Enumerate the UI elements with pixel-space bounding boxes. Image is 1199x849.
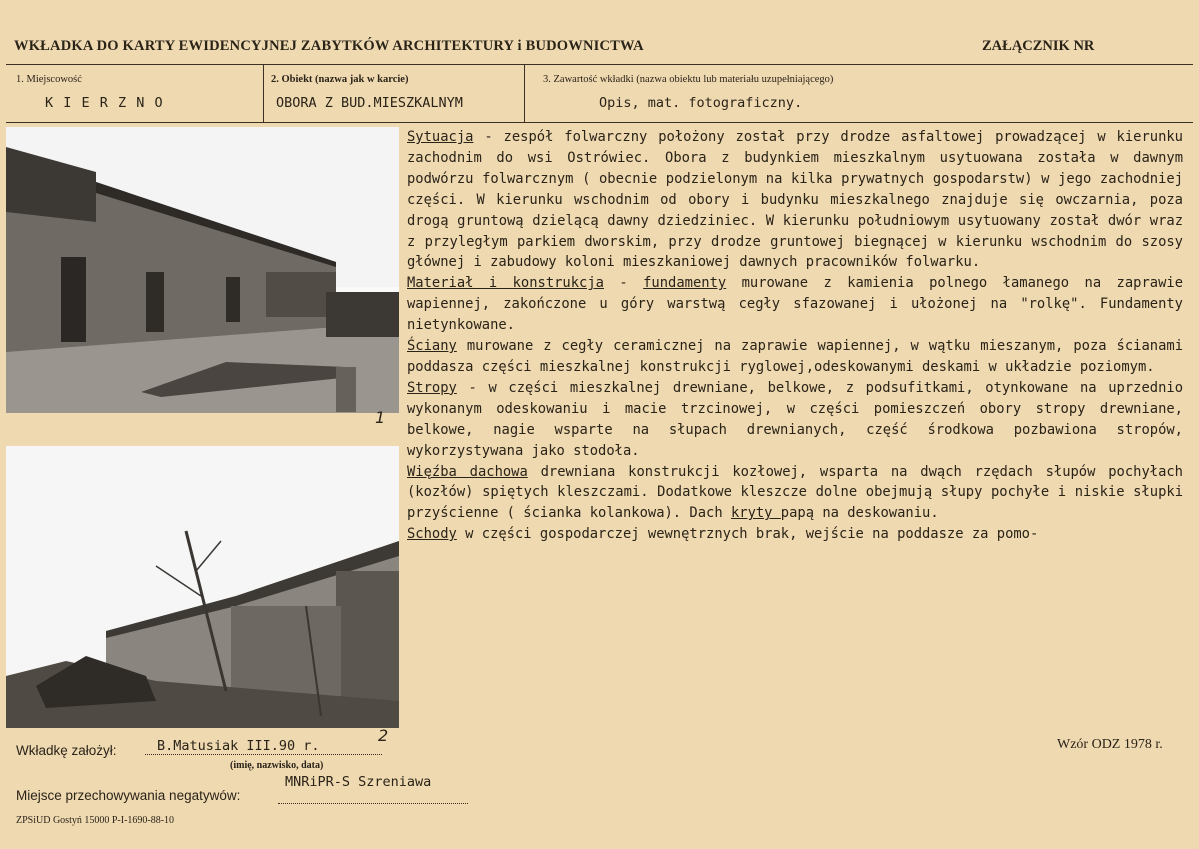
storage-value: MNRiPR-S Szreniawa	[285, 774, 432, 790]
photo-2	[6, 446, 399, 728]
text-stairs: w części gospodarczej wewnętrznych brak, wejście na poddasze za pomo-	[456, 526, 1039, 543]
text-material-dash: -	[603, 275, 644, 292]
model-label: Wzór ODZ 1978 r.	[1057, 737, 1163, 752]
heading-covered: kryty	[730, 505, 781, 522]
photo-2-number: 2	[378, 726, 389, 745]
field-separator-2	[524, 64, 525, 122]
photo-1-number: 1	[375, 408, 386, 427]
header-divider	[6, 64, 1193, 65]
author-label: Wkładkę założył:	[16, 743, 117, 758]
object-value: OBORA Z BUD.MIESZKALNYM	[276, 95, 463, 111]
text-covered: papą na deskowaniu.	[780, 505, 939, 522]
author-hint: (imię, nazwisko, data)	[230, 760, 324, 771]
heading-walls: Ściany	[407, 338, 457, 355]
form-title: WKŁADKA DO KARTY EWIDENCYJNEJ ZABYTKÓW ARCHITEKTURY i BUDOWNICTWA	[14, 38, 644, 54]
photo-1-image	[6, 127, 399, 413]
text-foundations: murowane z kamienia polnego łamanego na zaprawie wapiennej, zakończone u góry warstwą cegły sfazowanej i ułożonej na "rolkę". Fundamenty nietynkowane.	[407, 275, 1184, 334]
photo-2-image	[6, 446, 399, 728]
text-roof: drewniana konstrukcji kozłowej, wsparta na dwąch rzędach słupów pochyłach (kozłów) spiętych kleszczami. Dodatkowe kleszcze dolne obejmują słupy pochyłe i niskie słupki przyścienne ( ścianka kolankowa). Dach	[407, 463, 1183, 522]
object-label: 2. Obiekt (nazwa jak w karcie)	[271, 74, 409, 85]
section-roof	[407, 462, 1183, 525]
heading-situation: Sytuacja	[407, 129, 474, 145]
fields-divider	[6, 122, 1193, 123]
section-stairs	[407, 524, 1183, 545]
content-label: 3. Zawartość wkładki (nazwa obiektu lub materiału uzupełniającego)	[543, 74, 834, 85]
description-text	[407, 127, 1183, 545]
heading-stairs: Schody	[407, 526, 457, 543]
heading-material: Materiał i konstrukcja	[407, 275, 604, 292]
text-situation: - zespół folwarczny położony został przy drodze asfaltowej prowadzącej w kierunku zachodnim do wsi Ostrówiec. Obora z budynkiem mieszkalnym usytuowana została w dawnym podwórzu folwarcznym ( obecnie podzielonym na kilka prywatnych gospodarstw) w jego zachodniej części. W kierunku wschodnim od obory i budynku mieszkalnego znajduje się owczarnia, poza drogą gruntową dzielącą dawny dziedziniec. W kierunku południowym usytuowany został dwór wraz z przyległym parkiem dworskim, przy drodze gruntowej biegnącej w kierunku wschodnim do szosy głównej i zabudowy koloni mieszkaniowej dawnych pracowników folwarku.	[407, 129, 1183, 271]
storage-line	[278, 802, 468, 804]
author-value: B.Matusiak III.90 r.	[145, 738, 382, 755]
heading-foundations: fundamenty	[643, 275, 727, 292]
photo-1	[6, 127, 399, 413]
section-situation	[407, 127, 1183, 273]
text-ceilings: - w części mieszkalnej drewniane, belkowe, z podsufitkami, otynkowane na uprzednio wykonanym odeskowaniu i macie trzcinowej, w części pomieszczeń obory stropy drewniane, belkowe, nagie wsparte na słupach drewnianych, część środkowa pozbawiona stropów, wykorzystywana jako stodoła.	[407, 379, 1183, 459]
section-ceilings	[407, 378, 1183, 462]
section-material	[407, 273, 1183, 336]
locality-label: 1. Miejscowość	[16, 74, 82, 85]
text-walls: murowane z cegły ceramicznej na zaprawie wapiennej, w wątku mieszanym, poza ścianami poddasza części mieszkalnej konstrukcji ryglowej,odeskowanymi deskami w układzie poziomym.	[407, 338, 1183, 375]
content-value: Opis, mat. fotograficzny.	[599, 95, 803, 111]
storage-label: Miejsce przechowywania negatywów:	[16, 788, 241, 803]
field-separator-1	[263, 64, 264, 122]
annex-label: ZAŁĄCZNIK NR	[982, 38, 1095, 54]
section-walls	[407, 336, 1183, 378]
heading-roof: Więźba dachowa	[407, 463, 528, 480]
locality-value: K I E R Z N O	[45, 95, 164, 111]
heading-ceilings: Stropy	[407, 379, 457, 396]
print-info: ZPSiUD Gostyń 15000 P-I-1690-88-10	[16, 815, 175, 826]
